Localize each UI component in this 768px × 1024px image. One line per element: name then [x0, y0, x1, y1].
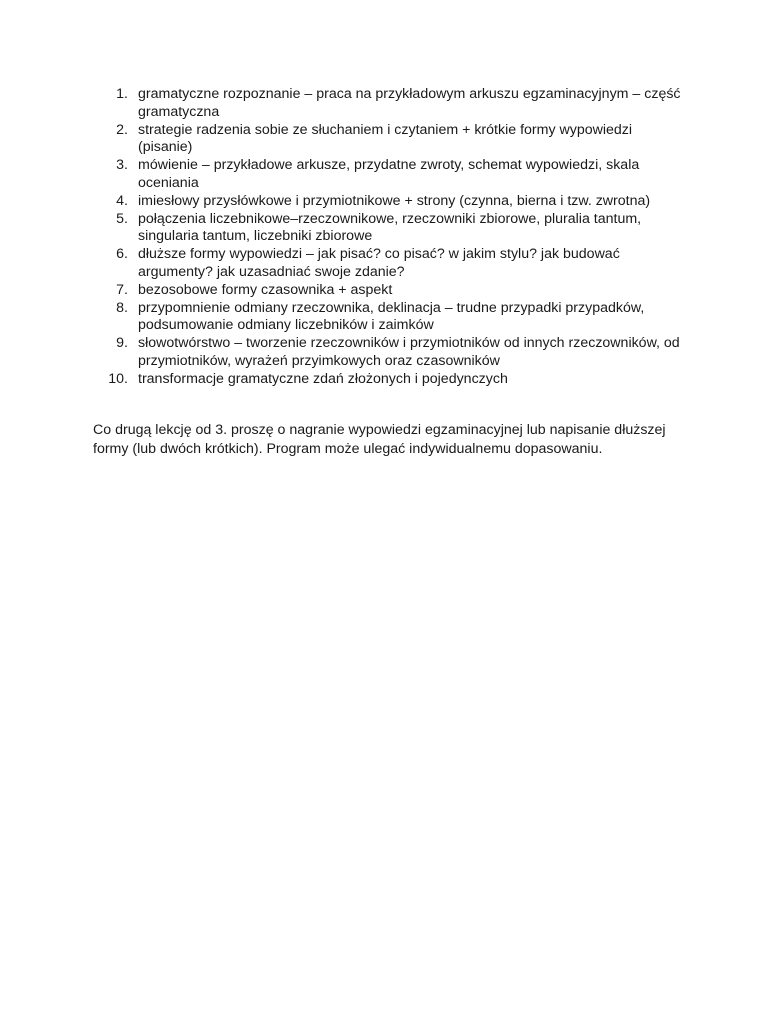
list-item	[94, 157, 684, 193]
note-paragraph: Co drugą lekcję od 3. proszę o nagranie wypowiedzi egzaminacyjnej lub napisanie dłuższej formy (lub dwóch krótkich). Program może ulegać indywidualnemu dopasowaniu.	[93, 422, 666, 457]
list-text: transformacje gramatyczne zdań złożonych i pojedynczych	[138, 370, 508, 387]
list-text: słowotwórstwo – tworzenie rzeczowników i przymiotników od innych rzeczowników, od przymiotników, wyrażeń przyimkowych oraz czasowników	[138, 335, 680, 369]
list-item	[94, 86, 684, 122]
list-number: 4.	[116, 192, 128, 209]
list-text: mówienie – przykładowe arkusze, przydatne zwroty, schemat wypowiedzi, skala oceniania	[138, 157, 640, 191]
list-item	[94, 211, 684, 247]
list-text: bezosobowe formy czasownika + aspekt	[138, 281, 393, 298]
list-item	[94, 246, 684, 282]
list-item	[94, 193, 684, 211]
list-item	[94, 282, 684, 300]
list-number: 1.	[116, 86, 128, 102]
list-number: 2.	[116, 121, 128, 138]
list-number: 7.	[116, 281, 128, 298]
topic-list	[94, 86, 684, 389]
list-number: 3.	[116, 157, 128, 174]
list-text: imiesłowy przysłówkowe i przymiotnikowe + strony (czynna, bierna i tzw. zwrotna)	[138, 192, 651, 209]
list-item	[94, 300, 684, 336]
list-number: 9.	[116, 335, 128, 352]
list-text: gramatyczne rozpoznanie – praca na przykładowym arkuszu egzaminacyjnym – część gramatyczna	[138, 86, 681, 120]
list-number: 10.	[108, 370, 128, 387]
list-text: przypomnienie odmiany rzeczownika, deklinacja – trudne przypadki przypadków, podsumowanie odmiany liczebników i zaimków	[138, 299, 645, 334]
list-item	[94, 335, 684, 371]
list-number: 8.	[116, 299, 128, 316]
list-text: dłuższe formy wypowiedzi – jak pisać? co pisać? w jakim stylu? jak budować argumenty? jak uzasadniać swoje zdanie?	[138, 246, 620, 280]
list-item	[94, 371, 684, 389]
list-number: 5.	[116, 210, 128, 227]
list-text: strategie radzenia sobie ze słuchaniem i czytaniem + krótkie formy wypowiedzi (pisanie)	[138, 121, 633, 156]
list-item	[94, 122, 684, 158]
list-text: połączenia liczebnikowe–rzeczownikowe, rzeczowniki zbiorowe, pluralia tantum, singularia tantum, liczebniki zbiorowe	[138, 210, 642, 245]
list-number: 6.	[116, 246, 128, 263]
